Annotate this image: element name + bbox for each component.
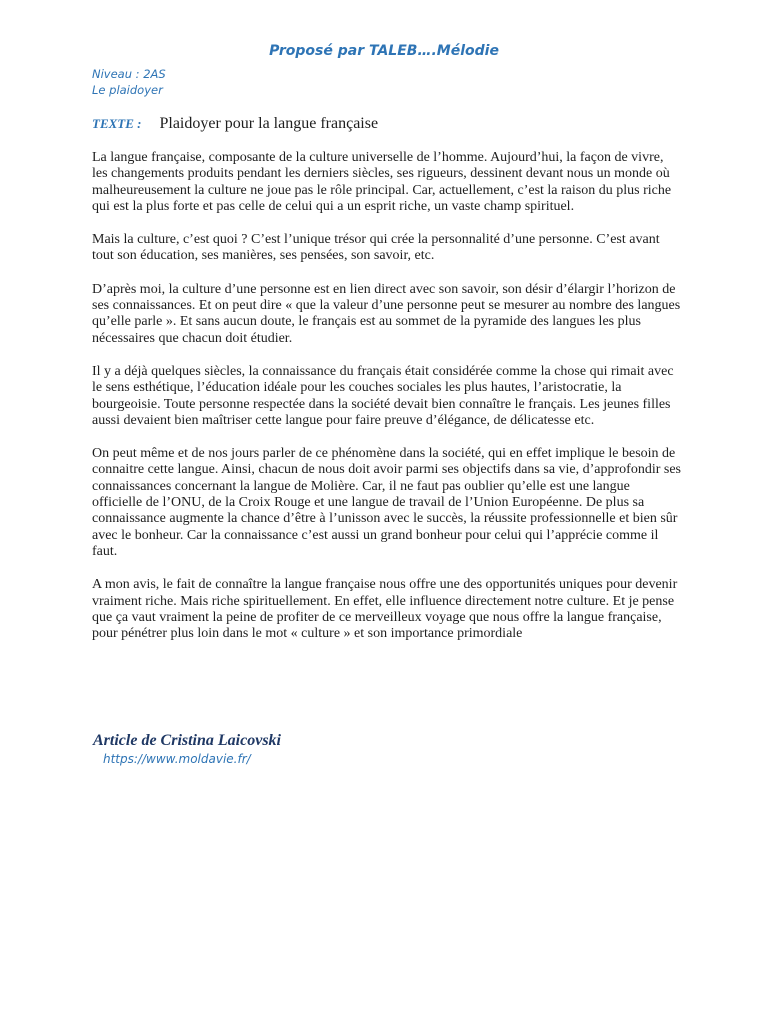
paragraph: A mon avis, le fait de connaître la langue française nous offre une des opportunités uniques pour devenir vraiment riche. Mais riche spirituellement. En effet, elle influence directement notre culture. Et je pense que ça vaut vraiment la peine de profiter de ce merveilleux voyage que nous offre la langue française, pour pénétrer plus loin dans le mot « culture » et son importance primordiale <box>92 577 678 642</box>
paragraph: Mais la culture, c’est quoi ? C’est l’unique trésor qui crée la personnalité d’une personne. C’est avant tout son éducation, ses manières, ses pensées, son savoir, etc. <box>92 232 660 264</box>
text-label: TEXTE : <box>92 116 142 131</box>
article-body <box>92 150 682 659</box>
topic-label: Le plaidoyer <box>92 83 163 97</box>
paragraph: La langue française, composante de la culture universelle de l’homme. Aujourd’hui, la façon de vivre, les changements produits pendant les derniers siècles, ses rigueurs, dessinent devant nous un monde où malheureusement la culture ne joue pas le rôle principal. Car, actuellement, c’est la raison du plus riche qui est la plus forte et pas celle de celui qui a un esprit riche, un vaste champ spirituel. <box>92 150 672 214</box>
source-link[interactable]: https://www.moldavie.fr/ <box>103 752 251 766</box>
text-header <box>92 114 378 134</box>
text-title: Plaidoyer pour la langue française <box>159 115 379 132</box>
paragraph: Il y a déjà quelques siècles, la connaissance du français était considérée comme la chose qui rimait avec le sens esthétique, l’éducation idéale pour les couches sociales les plus hautes, l’aristocratie, la bourgeoisie. Toute personne respectée dans la société devait bien connaître le français. Les jeunes filles aussi devaient bien maîtriser cette langue pour faire preuve d’élégance, de délicatesse etc. <box>92 363 674 428</box>
document-meta <box>92 66 166 98</box>
paragraph: D’après moi, la culture d’une personne est en lien direct avec son savoir, son désir d’élargir l’horizon de ses connaissances. Et on peut dire « que la valeur d’une personne peut se mesurer au nombre des langues qu’elle parle ». Et sans aucun doute, le français est au sommet de la pyramide des langues les plus nécessaires que chacun doit étudier. <box>92 281 681 346</box>
level-label: Niveau : 2AS <box>92 67 166 81</box>
article-author: Article de Cristina Laicovski <box>93 732 281 749</box>
paragraph: On peut même et de nos jours parler de ce phénomène dans la société, qui en effet implique le besoin de connaitre cette langue. Ainsi, chacun de nous doit avoir parmi ses objectifs dans sa vie, d’approfondir ses connaissances concernant la langue de Molière. Car, il ne faut pas oublier qu’elle est une langue officielle de l’ONU, de la Croix Rouge et une langue de travail de l’Union Européenne. De plus sa connaissance augmente la chance d’être à l’unisson avec le succès, la réussite professionnelle et bien sûr avec le bonheur. Car la connaissance c’est aussi un grand bonheur pour celui qui l’apprécie comme il faut. <box>92 446 681 559</box>
header-credit: Proposé par TALEB….Mélodie <box>269 43 499 59</box>
